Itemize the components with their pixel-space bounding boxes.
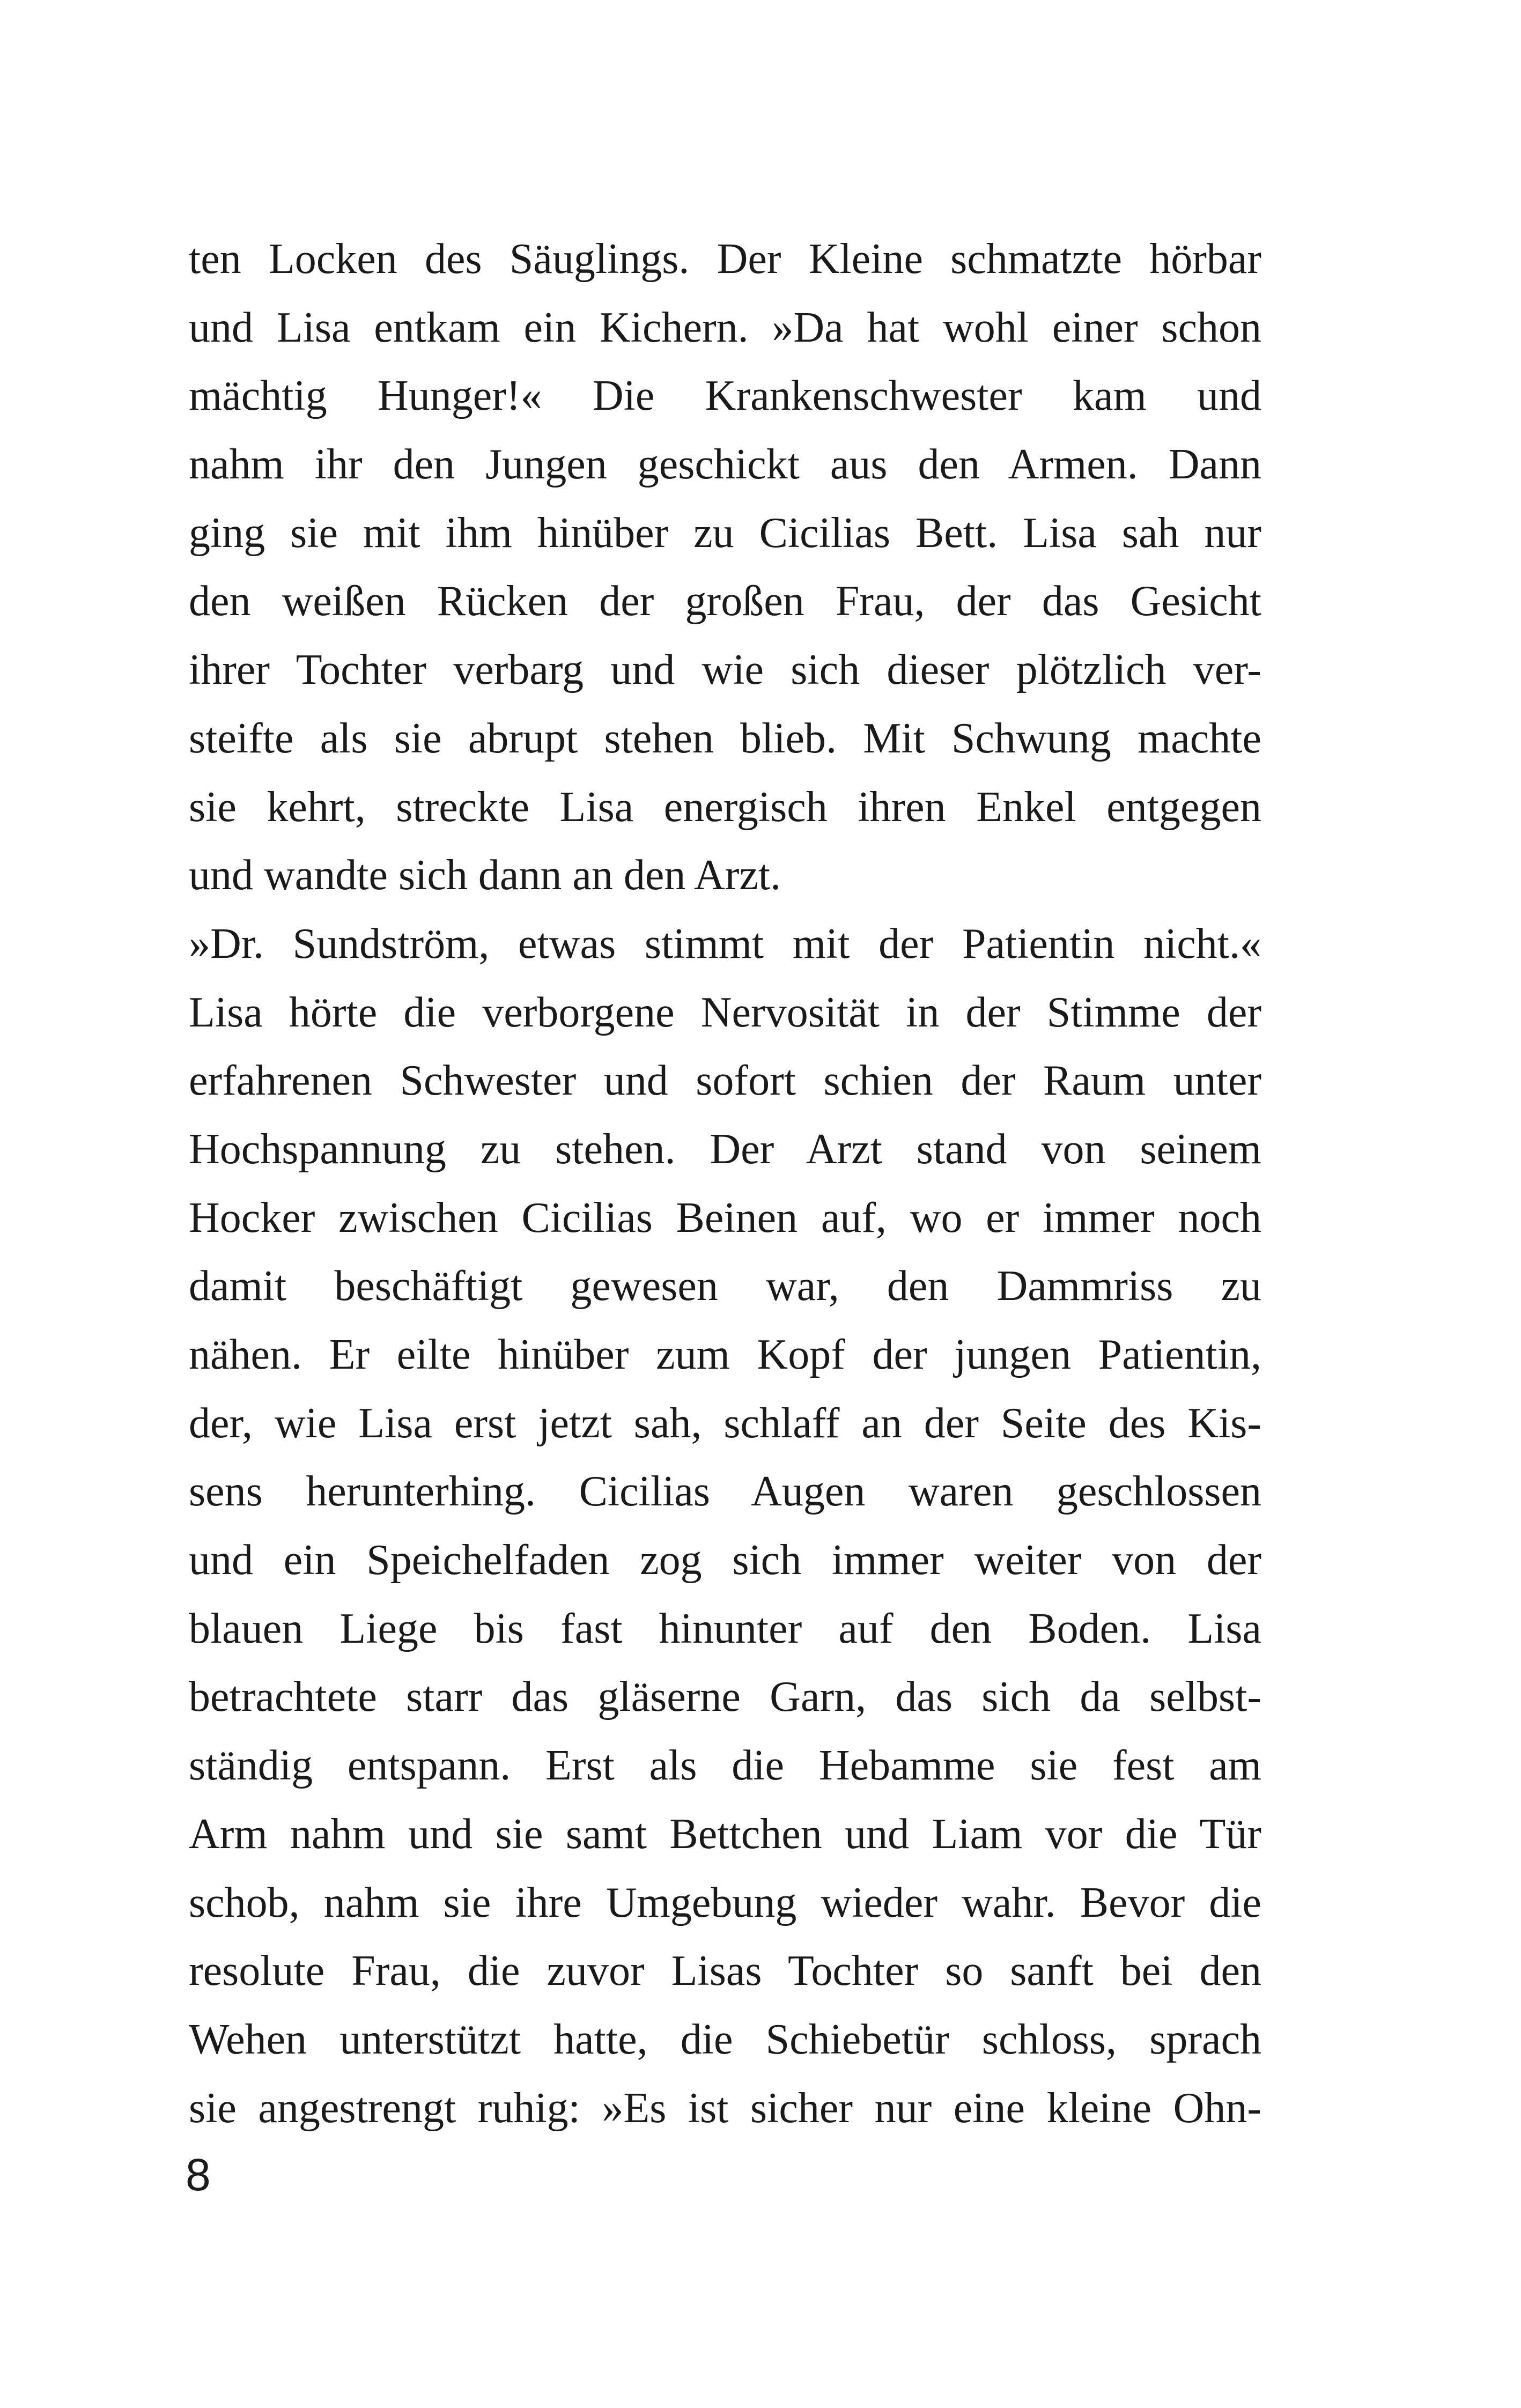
text-line-18: der, wie Lisa erst jetzt sah, schlaff an der Seite des Kis- — [189, 1399, 1261, 1447]
text-line-16: damit beschäftigt gewesen war, den Dammriss zu — [189, 1262, 1261, 1310]
text-line-9: sie kehrt, streckte Lisa energisch ihren Enkel entgegen — [189, 783, 1261, 831]
text-line-24: Arm nahm und sie samt Bettchen und Liam vor die Tür — [189, 1810, 1261, 1858]
text-line-26: resolute Frau, die zuvor Lisas Tochter so sanft bei den — [189, 1947, 1261, 1995]
text-line-12: Lisa hörte die verborgene Nervosität in der Stimme der — [189, 988, 1261, 1036]
text-line-1: ten Locken des Säuglings. Der Kleine schmatzte hörbar — [189, 235, 1261, 283]
text-line-11: »Dr. Sundström, etwas stimmt mit der Patientin nicht.« — [189, 920, 1261, 967]
text-line-13: erfahrenen Schwester und sofort schien der Raum unter — [189, 1057, 1261, 1105]
body-text — [189, 225, 1261, 2143]
text-line-8: steifte als sie abrupt stehen blieb. Mit Schwung machte — [189, 714, 1261, 762]
text-line-19: sens herunterhing. Cicilias Augen waren geschlossen — [189, 1468, 1261, 1516]
text-line-2: und Lisa entkam ein Kichern. »Da hat wohl einer schon — [189, 304, 1261, 351]
text-line-17: nähen. Er eilte hinüber zum Kopf der jungen Patientin, — [189, 1331, 1261, 1378]
text-line-5: ging sie mit ihm hinüber zu Cicilias Bett. Lisa sah nur — [189, 509, 1261, 557]
text-line-22: betrachtete starr das gläserne Garn, das sich da selbst- — [189, 1673, 1261, 1721]
text-line-28: sie angestrengt ruhig: »Es ist sicher nur eine kleine Ohn- — [189, 2084, 1261, 2132]
text-line-27: Wehen unterstützt hatte, die Schiebetür schloss, sprach — [189, 2015, 1261, 2063]
page-number: 8 — [186, 2150, 211, 2200]
text-line-7: ihrer Tochter verbarg und wie sich dieser plötzlich ver- — [189, 646, 1261, 694]
text-line-4: nahm ihr den Jungen geschickt aus den Armen. Dann — [189, 441, 1261, 489]
text-line-10: und wandte sich dann an den Arzt. — [189, 852, 781, 899]
text-line-21: blauen Liege bis fast hinunter auf den Boden. Lisa — [189, 1605, 1261, 1652]
text-line-6: den weißen Rücken der großen Frau, der das Gesicht — [189, 578, 1261, 625]
text-line-14: Hochspannung zu stehen. Der Arzt stand von seinem — [189, 1125, 1261, 1173]
text-line-25: schob, nahm sie ihre Umgebung wieder wahr. Bevor die — [189, 1879, 1261, 1926]
text-line-23: ständig entspann. Erst als die Hebamme sie fest am — [189, 1742, 1261, 1790]
text-line-20: und ein Speichelfaden zog sich immer weiter von der — [189, 1537, 1261, 1584]
text-line-15: Hocker zwischen Cicilias Beinen auf, wo er immer noch — [189, 1194, 1261, 1242]
text-line-3: mächtig Hunger!« Die Krankenschwester kam und — [189, 372, 1261, 420]
